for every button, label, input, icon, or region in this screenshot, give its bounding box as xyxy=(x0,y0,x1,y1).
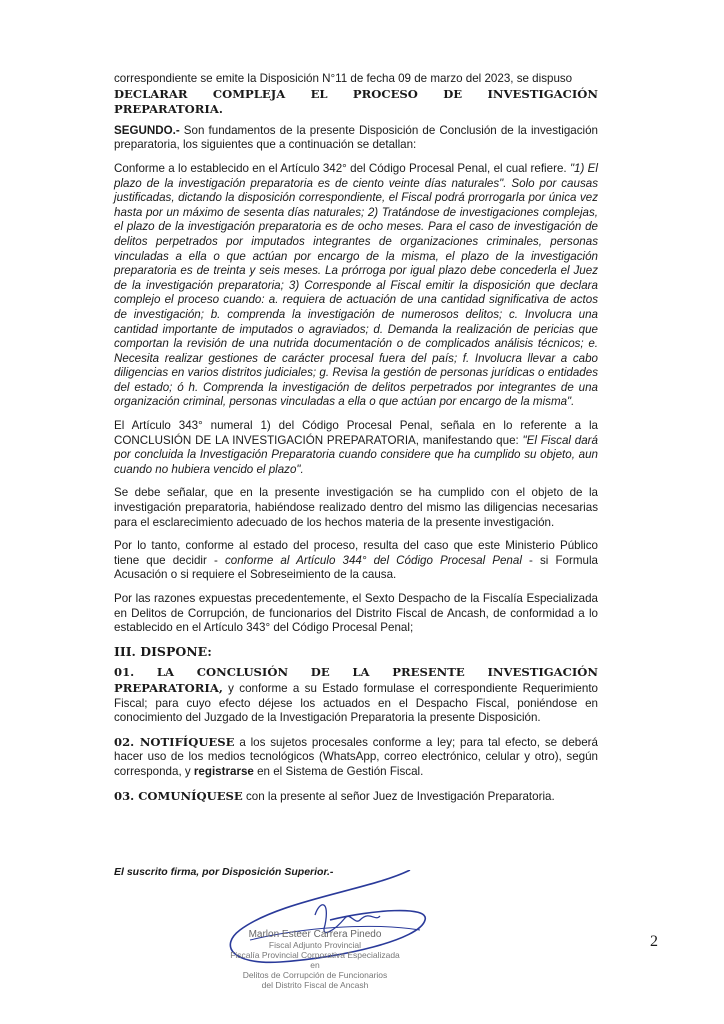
item2-label: 02. NOTIFÍQUESE xyxy=(114,734,235,749)
tanto-b: conforme al Artículo 344° del Código Procesal Penal xyxy=(224,553,522,567)
item3-text: con la presente al señor Juez de Investigación Preparatoria. xyxy=(242,789,555,803)
item3-label: 03. COMUNÍQUESE xyxy=(114,788,243,803)
item3-paragraph xyxy=(114,789,598,805)
stamp-name: Marlon Esteer Carrera Pinedo xyxy=(248,929,382,940)
art342-lead: Conforme a lo establecido en el Artículo 342° del Código Procesal Penal, el cual refiere. xyxy=(114,161,570,175)
art343-paragraph xyxy=(114,419,598,477)
official-stamp xyxy=(230,930,400,990)
item2-paragraph xyxy=(114,735,598,780)
art343-quote: "El Fiscal dará por concluida la Investigación Preparatoria cuando considere que ha cumplido su objeto, aun cuando no hubiera vencido el plazo". xyxy=(114,433,598,476)
segundo-label: SEGUNDO.- xyxy=(114,123,180,137)
razones-paragraph: Por las razones expuestas precedentemente, el Sexto Despacho de la Fiscalía Especializada en Delitos de Corrupción, de funcionarios del Distrito Fiscal de Ancash, de conformidad a lo establecido en el Artículo 343° del Código Procesal Penal; xyxy=(114,592,598,635)
senalar-paragraph: Se debe señalar, que en la presente investigación se ha cumplido con el objeto de la investigación preparatoria, habiéndose realizado dentro del mismo las diligencias necesarias para el esclarecimiento adecuado de los hechos materia de la presente investigación. xyxy=(114,486,598,529)
document-body xyxy=(114,72,598,813)
tanto-c: - si Formula Acusación o si requiere el Sobreseimiento de la causa. xyxy=(114,553,598,582)
intro-bold: DECLARAR COMPLEJA EL PROCESO DE INVESTIGACIÓN PREPARATORIA. xyxy=(114,86,598,117)
stamp-line-4: del Distrito Fiscal de Ancash xyxy=(261,980,369,990)
art343-lead: El Artículo 343° numeral 1) del Código Procesal Penal, señala en lo referente a la CONCLUSIÓN DE LA INVESTIGACIÓN PREPARATORIA, manifestando que: xyxy=(114,419,598,447)
page-number: 2 xyxy=(650,933,658,950)
stamp-line-2: Fiscalía Provincial Corporativa Especializada en xyxy=(230,950,400,970)
signature-note: El suscrito firma, por Disposición Superior.- xyxy=(114,866,334,878)
item2-c: en el Sistema de Gestión Fiscal. xyxy=(253,764,424,778)
item1-paragraph xyxy=(114,665,598,725)
stamp-line-3: Delitos de Corrupción de Funcionarios xyxy=(242,970,388,980)
item1-text: y conforme a su Estado formulase el correspondiente Requerimiento Fiscal; para cuyo efecto déjese los actuados en el Despacho Fiscal, poniéndose en conocimiento del Juzgado de la Investigación Preparatoria la presente Disposición. xyxy=(114,681,598,725)
art342-quote: "1) El plazo de la investigación preparatoria es de ciento veinte días naturales". Solo por causas justificadas, dictando la disposición correspondiente, el Fiscal podrá prorrogarla por única vez hasta por un máximo de sesenta días naturales; 2) Tratándose de investigaciones complejas, el plazo de la investigación preparatoria es de ocho meses. Para el caso de investigación de delitos perpetrados por imputados integrantes de organizaciones criminales, personas vinculadas a ella o que actúan por encargo de la misma, el plazo de la investigación preparatoria es de treinta y seis meses. La prórroga por igual plazo debe concederla el Juez de la investigación preparatoria; 3) Corresponde al Fiscal emitir la disposición que declara complejo el proceso cuando: a. requiera de actuación de una cantidad significativa de actos de investigación; b. comprenda la investigación de numerosos delitos; c. Involucra una cantidad importante de imputados o agraviados; d. Demanda la realización de pericias que comportan la revisión de una nutrida documentación o de complicados análisis técnicos; e. Necesita realizar gestiones de carácter procesal fuera del país; f. Involucra llevar a cabo diligencias en varios distritos judiciales; g. Revisa la gestión de personas jurídicas o entidades del estado; ó h. Comprenda la investigación de delitos perpetrados por integrantes de una organización criminal, personas vinculadas a ella o que actúan por encargo de la misma". xyxy=(114,161,598,409)
art342-paragraph xyxy=(114,162,598,410)
dispone-heading: III. DISPONE: xyxy=(114,643,212,659)
item2-b: registrarse xyxy=(193,764,254,778)
item2-a: a los sujetos procesales conforme a ley; para tal efecto, se deberá hacer uso de los medios tecnológicos (WhatsApp, correo electrónico, celular y otro), según corresponda, y xyxy=(114,735,598,778)
intro-line: correspondiente se emite la Disposición N°11 de fecha 09 de marzo del 2023, se dispuso xyxy=(114,72,573,85)
tanto-a: Por lo tanto, conforme al estado del proceso, resulta del caso que este Ministerio Público tiene que decidir - xyxy=(114,539,598,567)
item1-label: 01. LA CONCLUSIÓN DE LA PRESENTE INVESTIGACIÓN PREPARATORIA, xyxy=(114,665,598,695)
tanto-paragraph xyxy=(114,539,598,583)
stamp-line-1: Fiscal Adjunto Provincial xyxy=(268,940,362,950)
segundo-paragraph xyxy=(114,124,598,153)
intro-paragraph xyxy=(114,72,598,118)
segundo-text: Son fundamentos de la presente Disposición de Conclusión de la investigación preparatoria, los siguientes que a continuación se detallan: xyxy=(114,123,598,152)
